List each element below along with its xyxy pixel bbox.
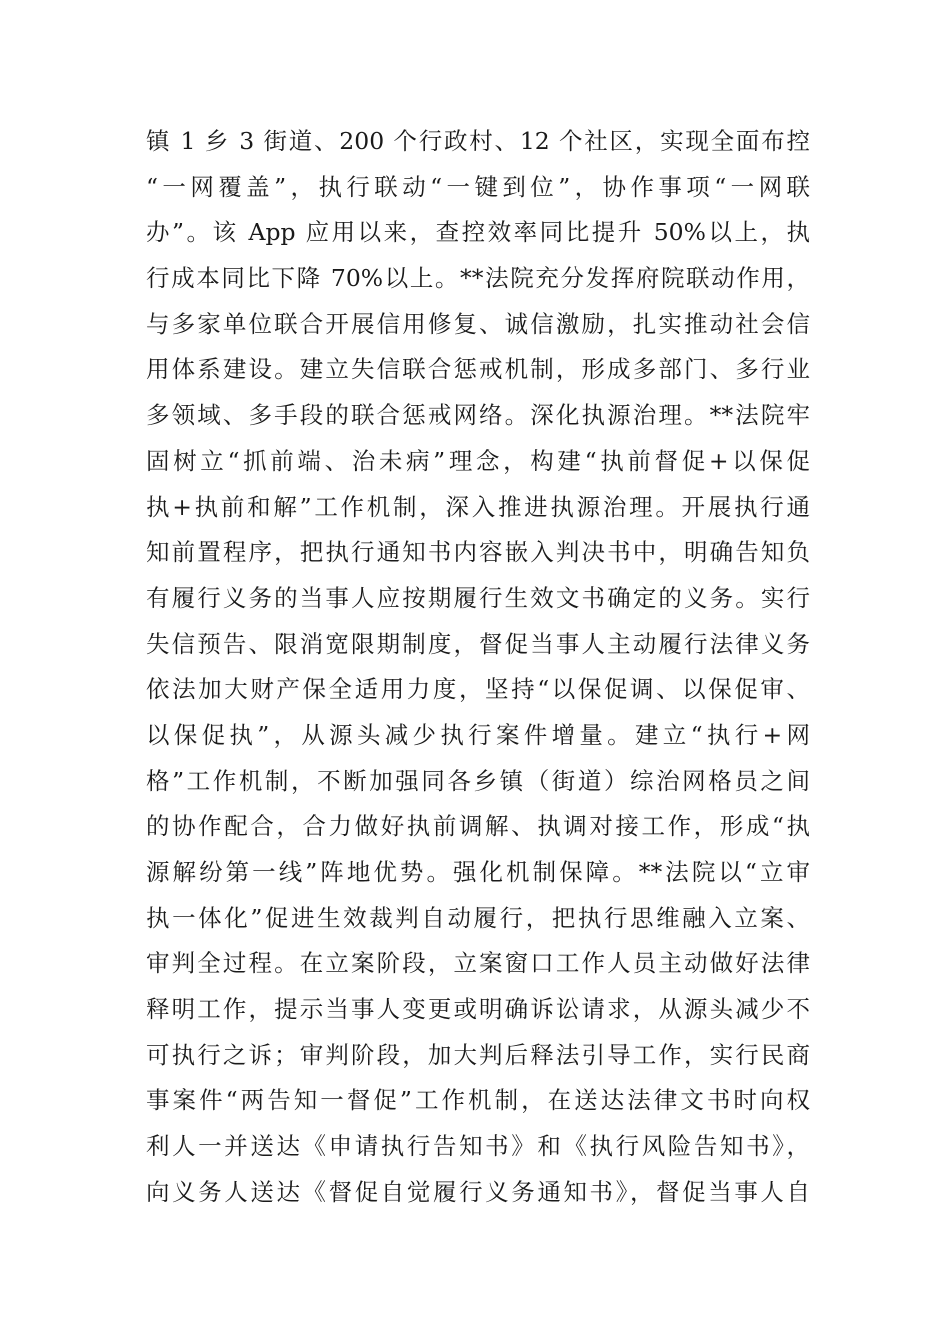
paragraph-line: 用体系建设。建立失信联合惩戒机制，形成多部门、多行业 [146,355,810,384]
paragraph-line: 执+执前和解”工作机制，深入推进执源治理。开展执行通 [146,492,810,521]
paragraph-line: 向义务人送达《督促自觉履行义务通知书》，督促当事人自 [146,1177,810,1206]
paragraph-line: 审判全过程。在立案阶段，立案窗口工作人员主动做好法律 [146,949,810,978]
paragraph-line: 与多家单位联合开展信用修复、诚信激励，扎实推动社会信 [146,309,810,338]
paragraph-line: 有履行义务的当事人应按期履行生效文书确定的义务。实行 [146,583,810,612]
paragraph-line: 失信预告、限消宽限期制度，督促当事人主动履行法律义务 [146,629,810,658]
paragraph-line: 利人一并送达《申请执行告知书》和《执行风险告知书》， [146,1132,810,1161]
paragraph-line: 镇 1 乡 3 街道、200 个行政村、12 个社区，实现全面布控 [146,127,810,155]
paragraph-line: 办”。该 App 应用以来，查控效率同比提升 50%以上，执 [146,218,810,247]
paragraph-line: 格”工作机制，不断加强同各乡镇（街道）综治网格员之间 [146,766,810,795]
paragraph-line: 行成本同比下降 70%以上。**法院充分发挥府院联动作用， [146,264,810,293]
paragraph-line: 多领域、多手段的联合惩戒网络。深化执源治理。**法院牢 [146,401,810,430]
paragraph-line: 可执行之诉；审判阶段，加大判后释法引导工作，实行民商 [146,1040,810,1069]
paragraph-line: 事案件“两告知一督促”工作机制，在送达法律文书时向权 [146,1086,810,1115]
paragraph-line: 依法加大财产保全适用力度，坚持“以保促调、以保促审、 [146,675,810,704]
paragraph-line: 执一体化”促进生效裁判自动履行，把执行思维融入立案、 [146,903,810,932]
paragraph-line: 以保促执”，从源头减少执行案件增量。建立“执行+网 [146,720,810,749]
paragraph-line: 的协作配合，合力做好执前调解、执调对接工作，形成“执 [146,812,810,841]
body-paragraph [146,119,810,1216]
paragraph-line: 固树立“抓前端、治未病”理念，构建“执前督促+以保促 [146,446,810,475]
paragraph-line: “一网覆盖”，执行联动“一键到位”，协作事项“一网联 [146,172,810,201]
paragraph-line: 释明工作，提示当事人变更或明确诉讼请求，从源头减少不 [146,995,810,1024]
paragraph-line: 知前置程序，把执行通知书内容嵌入判决书中，明确告知负 [146,538,810,567]
paragraph-line: 源解纷第一线”阵地优势。强化机制保障。**法院以“立审 [146,858,810,886]
